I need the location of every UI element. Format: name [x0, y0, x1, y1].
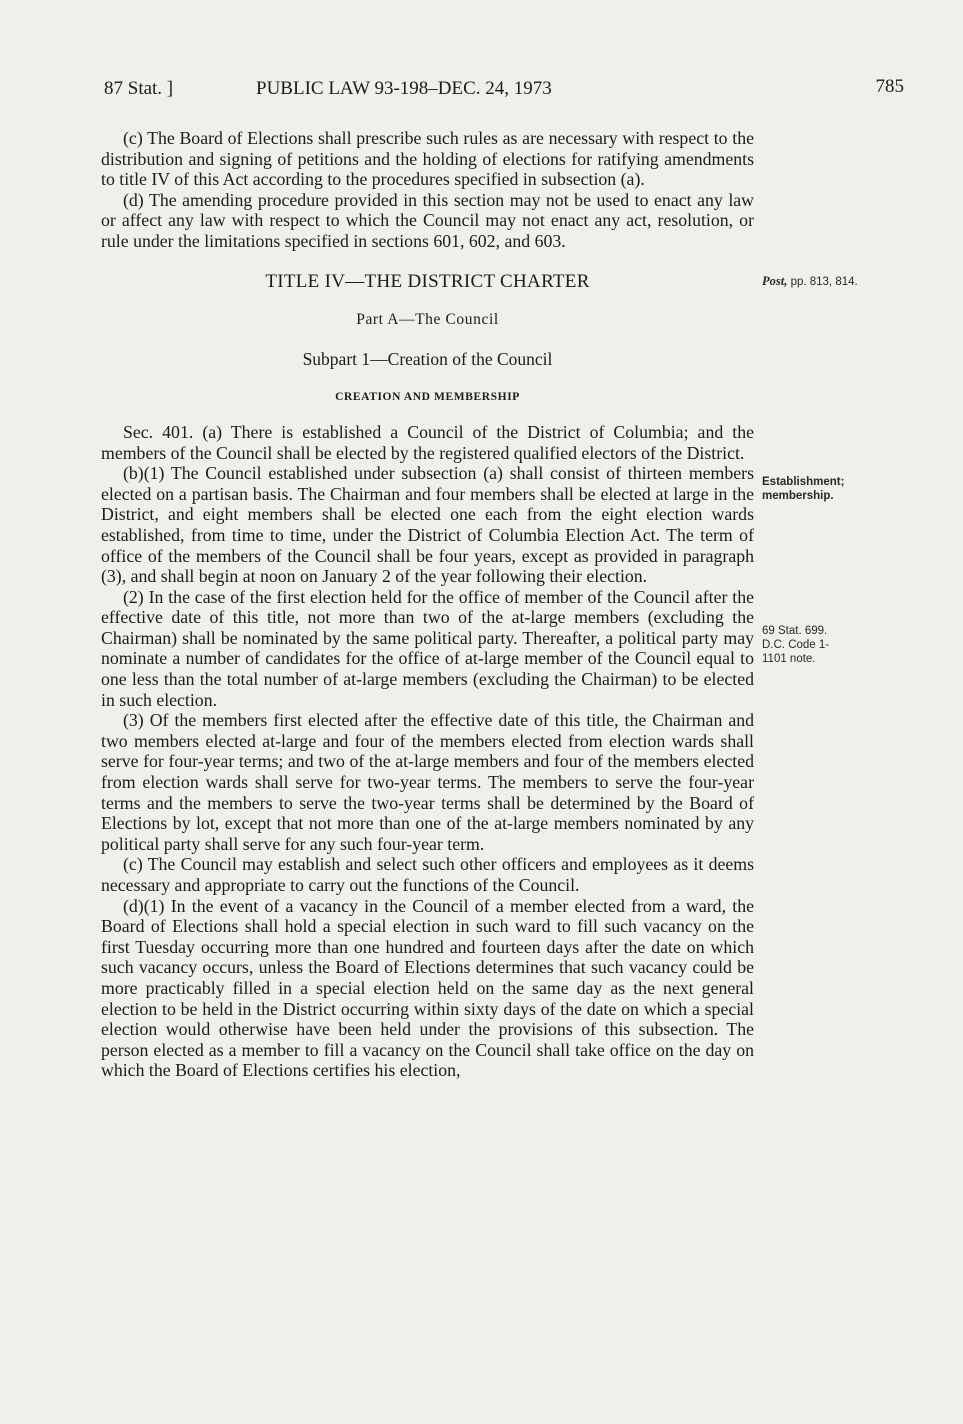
section-401-b1: (b)(1) The Council established under subsection (a) shall consist of thirteen members elected on a partisan basis. The Chairman and four members shall be elected at large in the District, and eight members shall be elected one each from the eight election wards established, from time to time, under the District of Columbia Election Act. The term of office of the members of the Council shall be four years, except as provided in paragraph (3), and shall begin at noon on January 2 of the year following their election.	[101, 463, 754, 587]
public-law-title: PUBLIC LAW 93-198–DEC. 24, 1973	[256, 78, 552, 99]
part-heading: Part A—The Council	[356, 311, 499, 329]
document-body	[101, 128, 754, 1081]
sidenote-code-line-3: 1101 note.	[762, 653, 816, 665]
paragraph-d: (d) The amending procedure provided in this section may not be used to enact any law or affect any law with respect to which the Council may not enact any act, resolution, or rule under the limitations specified in sections 601, 602, and 603.	[101, 189, 754, 251]
section-401-b2: (2) In the case of the first election held for the office of member of the Council after the effective date of this title, not more than two of the at-large members (excluding the Chairman) shall be nominated by the same political party. Thereafter, a political party may nominate a number of candidates for the office of at-large member of the Council equal to one less than the total number of at-large members (excluding the Chairman) to be elected in such election.	[101, 586, 754, 710]
sidenote-establishment: Establishment; membership.	[762, 476, 845, 502]
section-401-b3: (3) Of the members first elected after the effective date of this title, the Chairman and two members elected at-large and four of the members elected from election wards shall serve for four-year terms; and two of the at-large members and four of the members elected from election wards shall serve for two-year terms. The members to serve the four-year terms and the members to serve the two-year terms shall be determined by the Board of Elections by lot, except that not more than one of the at-large members nominated by any political party shall serve for any such four-year term.	[101, 710, 754, 854]
statute-reference: 87 Stat. ]	[104, 78, 174, 99]
sidenote-post	[762, 274, 897, 289]
sidenote-post-label: Post,	[762, 274, 788, 288]
section-401-d1: (d)(1) In the event of a vacancy in the Council of a member elected from a ward, the Board of Elections shall hold a special election in such ward to fill such vacancy on the first Tuesday occurring more than one hundred and fourteen days after the date on which such vacancy occurs, unless the Board of Elections determines that such vacancy could be more practicably filled in a special election held on the same day as the next general election to be held in the District occurring within sixty days of the date on which a special election would otherwise have been held under the provisions of this subsection. The person elected as a member to fill a vacancy on the Council shall take office on the day on which the Board of Elections certifies his election,	[101, 895, 754, 1081]
section-heading: CREATION AND MEMBERSHIP	[335, 391, 520, 404]
sidenote-code-ref	[762, 624, 897, 666]
page-header	[104, 78, 904, 104]
section-401-c: (c) The Council may establish and select such other officers and employees as it deems necessary and appropriate to carry out the functions of the Council.	[101, 854, 754, 895]
sidenote-code-line-1: 69 Stat. 699.	[762, 625, 828, 637]
paragraph-c: (c) The Board of Elections shall prescribe such rules as are necessary with respect to the distribution and signing of petitions and the holding of elections for ratifying amendments to title IV of this Act according to the procedures specified in subsection (a).	[101, 128, 754, 190]
page-number: 785	[875, 76, 904, 97]
subpart-heading: Subpart 1—Creation of the Council	[302, 348, 553, 369]
section-401-a: Sec. 401. (a) There is established a Council of the District of Columbia; and the members of the Council shall be elected by the registered qualified electors of the District.	[101, 421, 754, 463]
sidenote-code-line-2: D.C. Code 1-	[762, 639, 830, 651]
sidenote-post-ref: pp. 813, 814.	[790, 276, 858, 288]
title-heading: TITLE IV—THE DISTRICT CHARTER	[265, 270, 590, 292]
